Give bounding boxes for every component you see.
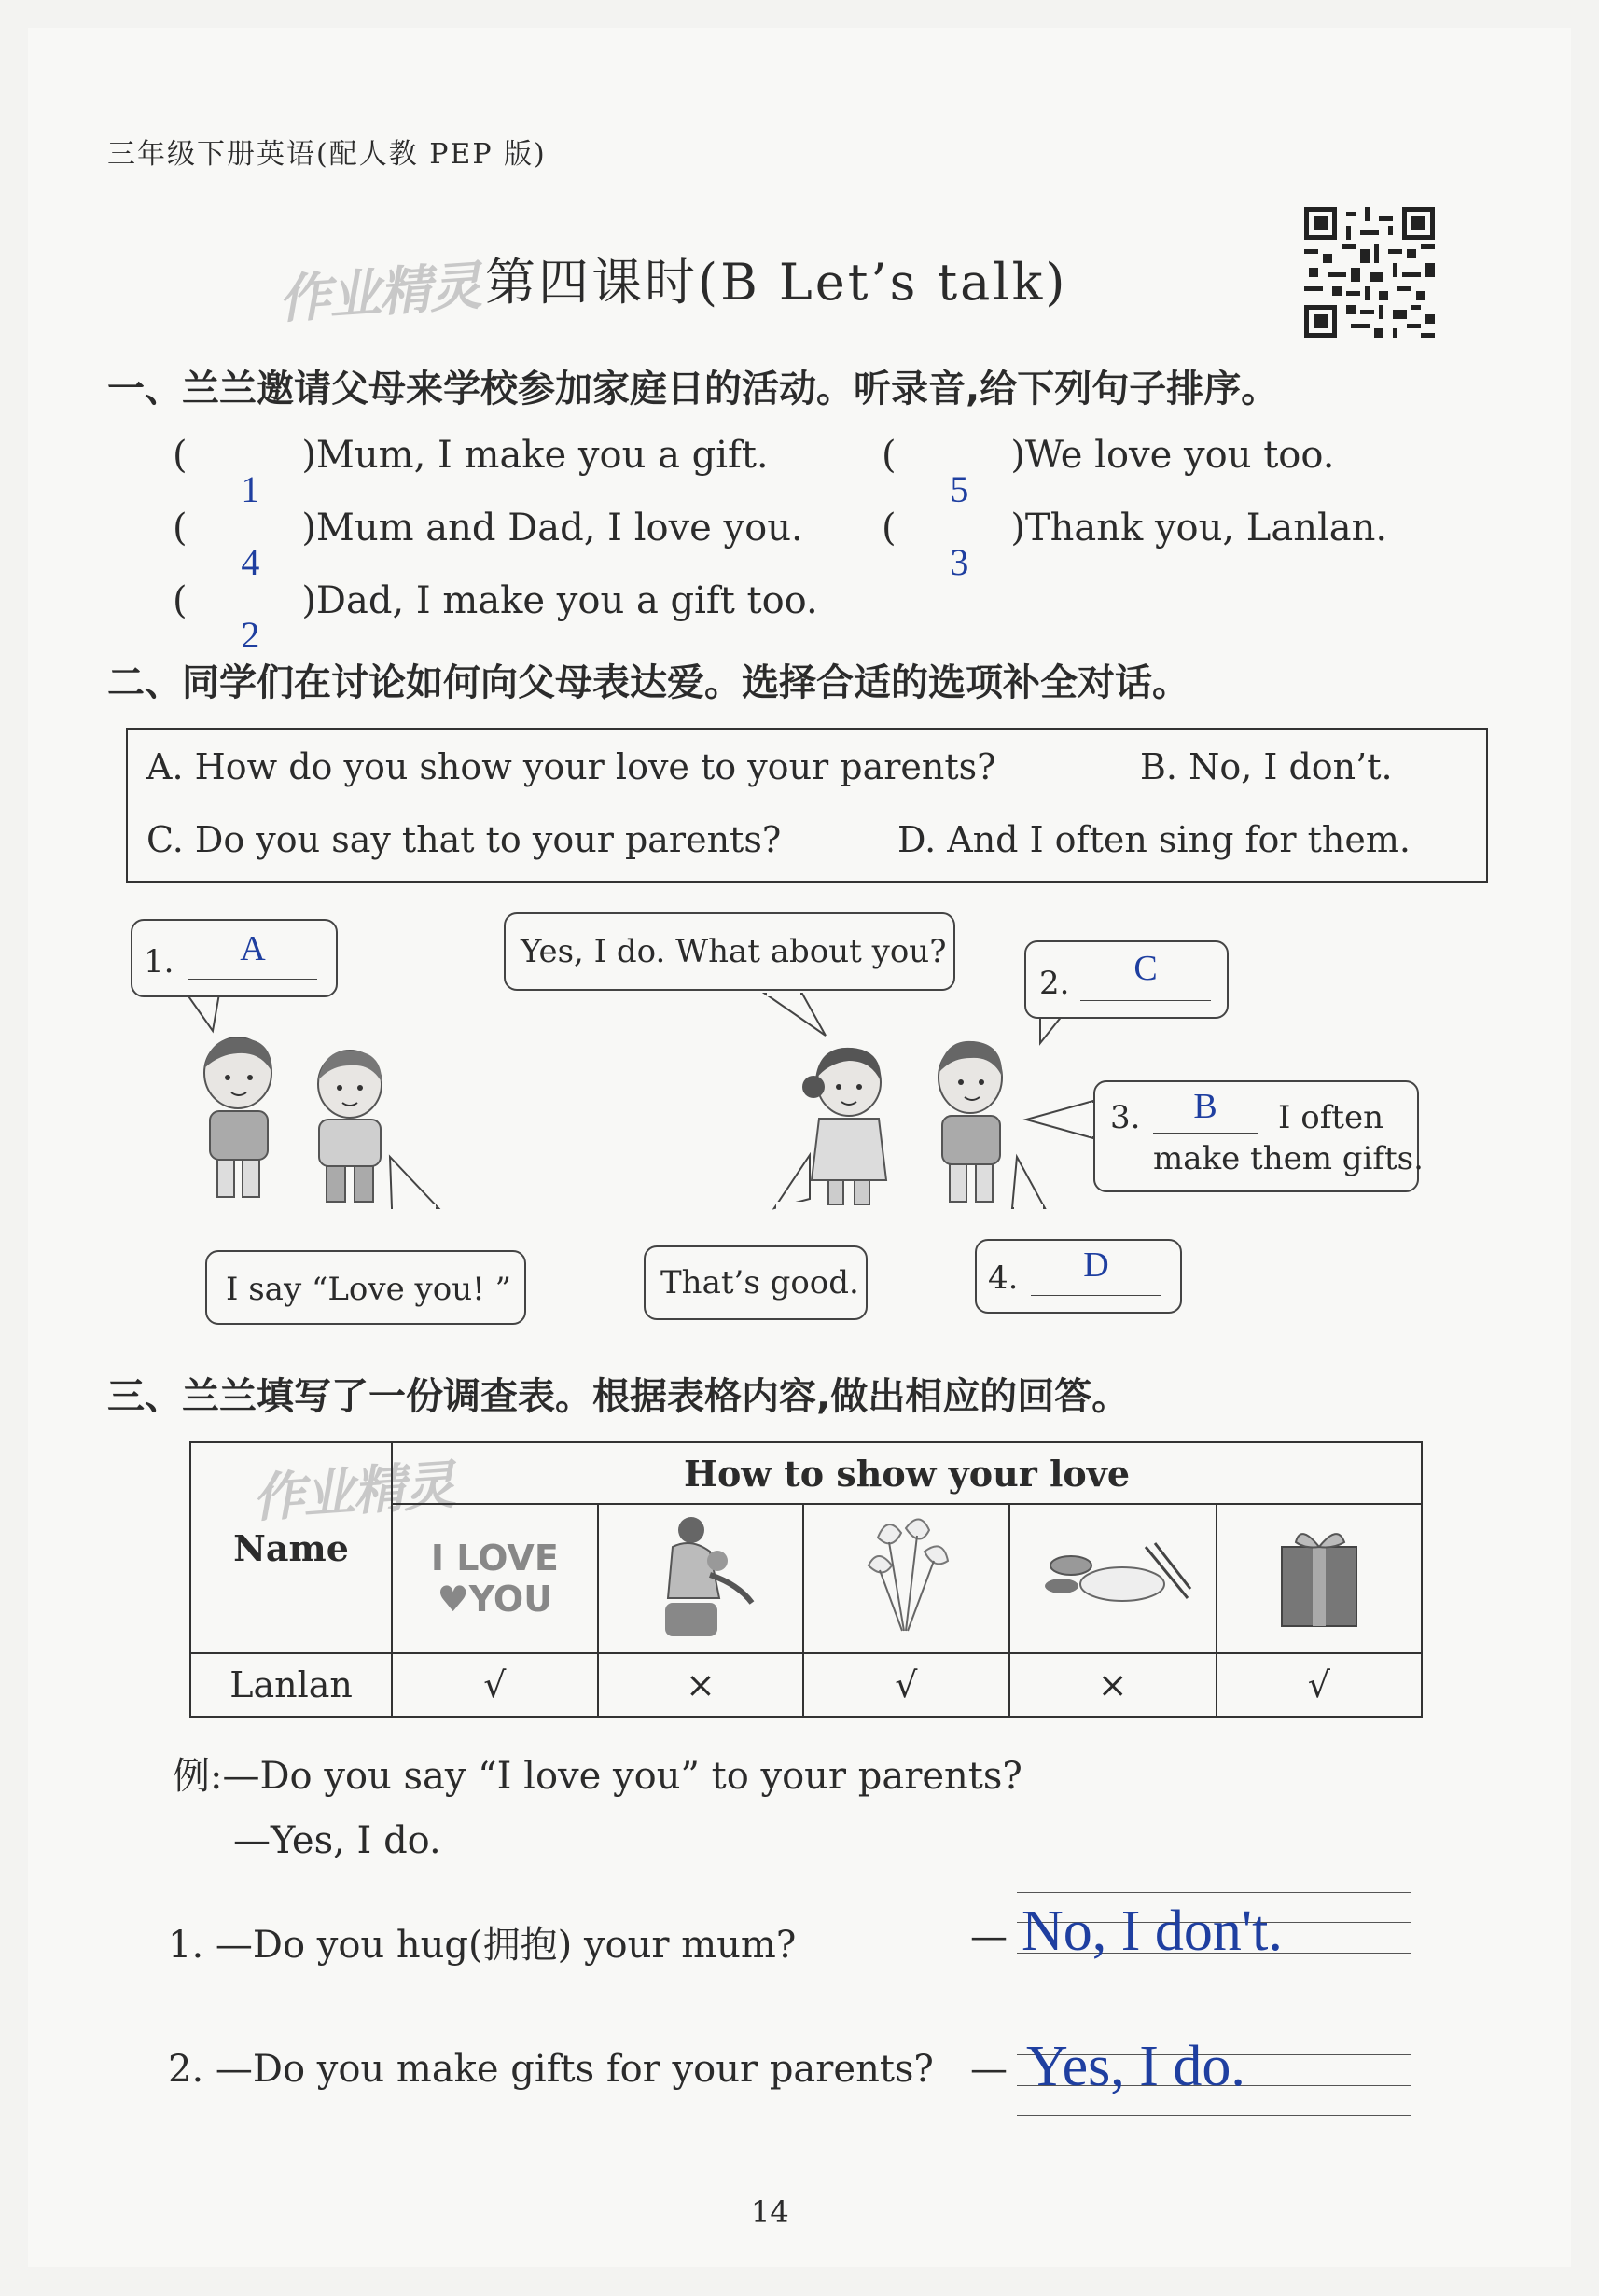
- question-1: 1. —Do you hug(拥抱) your mum?: [168, 1924, 797, 1967]
- speech-bubble-good: That’s good.: [644, 1245, 868, 1320]
- mark-cell: ×: [1009, 1653, 1217, 1717]
- love-you-icon: I LOVE ♥YOU: [392, 1504, 598, 1653]
- qr-code: [1304, 207, 1435, 338]
- order-answer[interactable]: 4: [241, 541, 260, 583]
- speech-bubble-yes: Yes, I do. What about you?: [504, 912, 955, 991]
- example-answer: —Yes, I do.: [233, 1819, 441, 1862]
- blank-answer-3[interactable]: B: [1193, 1087, 1217, 1126]
- order-answer[interactable]: 1: [241, 468, 260, 510]
- question-1-dash: —: [970, 1915, 1008, 1958]
- mark-cell: √: [1217, 1653, 1422, 1717]
- question-2: 2. —Do you make gifts for your parents?: [168, 2048, 934, 2091]
- hug-icon: [598, 1504, 803, 1653]
- section2-heading: 二、同学们在讨论如何向父母表达爱。选择合适的选项补全对话。: [107, 661, 1189, 704]
- speech-bubble-1: 1. A: [131, 919, 338, 997]
- gift-icon: [1217, 1504, 1422, 1653]
- blank-answer-2[interactable]: C: [1133, 949, 1158, 988]
- options-box: [126, 728, 1488, 883]
- speech-bubble-2: 2. C: [1024, 940, 1229, 1019]
- speech-bubble-say: I say “Love you! ”: [205, 1250, 526, 1325]
- order-item: ( 3 )Thank you, Lanlan.: [882, 507, 1388, 583]
- row-name: Lanlan: [190, 1653, 392, 1717]
- option-a: A. How do you show your love to your parents?: [146, 746, 996, 787]
- page-number: 14: [751, 2194, 789, 2230]
- blank-answer-4[interactable]: D: [1083, 1245, 1109, 1285]
- option-c: C. Do you say that to your parents?: [146, 819, 782, 860]
- option-d: D. And I often sing for them.: [897, 819, 1411, 860]
- boy-illustration: [924, 1036, 1026, 1204]
- section1-heading: 一、兰兰邀请父母来学校参加家庭日的活动。听录音,给下列句子排序。: [107, 368, 1279, 410]
- lesson-title: 第四课时(B Let’s talk): [485, 253, 1068, 312]
- order-item: ( 1 )Mum, I make you a gift.: [173, 434, 769, 510]
- speech-bubble-3: 3. B I often make them gifts.: [1093, 1080, 1419, 1192]
- flowers-icon: [803, 1504, 1008, 1653]
- watermark: 作业精灵: [250, 1454, 456, 1530]
- mark-cell: ×: [598, 1653, 803, 1717]
- answer-2-handwritten[interactable]: Yes, I do.: [1026, 2035, 1245, 2098]
- order-answer[interactable]: 3: [950, 541, 969, 583]
- girl-illustration: [793, 1040, 905, 1208]
- book-title: 三年级下册英语(配人教 PEP 版): [107, 138, 547, 171]
- option-b: B. No, I don’t.: [1140, 746, 1393, 787]
- boy-illustration: [187, 1031, 289, 1199]
- order-item: ( 2 )Dad, I make you a gift too.: [173, 579, 818, 656]
- blank-answer-1[interactable]: A: [240, 929, 266, 968]
- name-header: Name: [190, 1442, 392, 1653]
- watermark: 作业精灵: [276, 256, 482, 331]
- example-question: 例:—Do you say “I love you” to your parents?: [173, 1755, 1022, 1798]
- question-2-dash: —: [970, 2048, 1008, 2091]
- table-header: How to show your love: [392, 1442, 1422, 1504]
- speech-bubble-4: 4. D: [975, 1239, 1182, 1314]
- order-answer[interactable]: 2: [241, 614, 260, 656]
- section3-heading: 三、兰兰填写了一份调查表。根据表格内容,做出相应的回答。: [107, 1375, 1130, 1418]
- cooking-icon: [1009, 1504, 1217, 1653]
- order-item: ( 4 )Mum and Dad, I love you.: [173, 507, 803, 583]
- mark-cell: √: [392, 1653, 598, 1717]
- order-answer[interactable]: 5: [950, 468, 969, 510]
- order-item: ( 5 )We love you too.: [882, 434, 1335, 510]
- answer-1-handwritten[interactable]: No, I don't.: [1022, 1899, 1283, 1963]
- boy-illustration: [299, 1045, 401, 1204]
- survey-table: [189, 1441, 1423, 1718]
- mark-cell: √: [803, 1653, 1008, 1717]
